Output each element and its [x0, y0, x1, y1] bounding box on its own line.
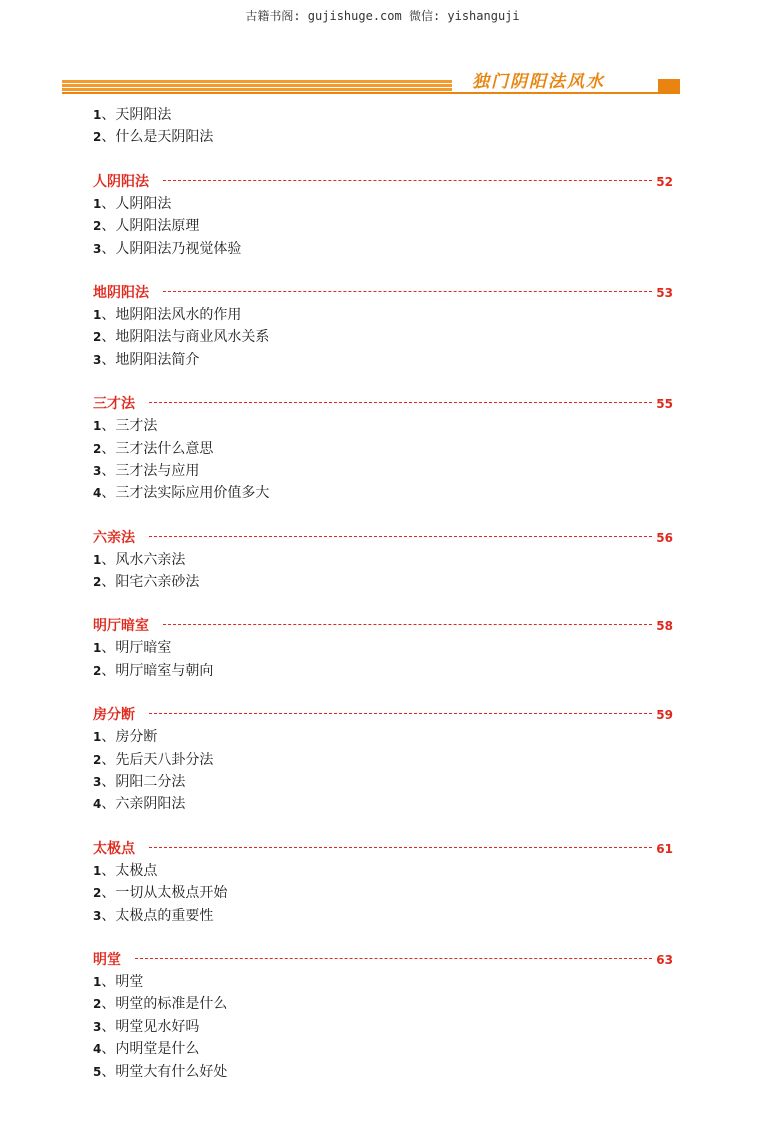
- toc-subitem: 4、内明堂是什么: [93, 1041, 200, 1058]
- item-number: 1: [93, 863, 102, 878]
- toc-subitem: 1、太极点: [93, 862, 158, 879]
- section-page-number: 61: [656, 841, 673, 856]
- dot-leader: [163, 291, 652, 292]
- section-title: 地阴阳法: [93, 284, 149, 301]
- dot-leader: [135, 958, 652, 959]
- toc-subitem: 2、三才法什么意思: [93, 440, 214, 457]
- toc-section: [93, 171, 673, 260]
- item-number: 1: [93, 307, 102, 322]
- toc-subitem: 1、地阴阳法风水的作用: [93, 306, 242, 323]
- toc-subitem: 3、三才法与应用: [93, 462, 200, 479]
- item-number: 5: [93, 1064, 102, 1079]
- section-heading[interactable]: [93, 949, 673, 971]
- section-heading[interactable]: [93, 704, 673, 726]
- item-number: 1: [93, 196, 102, 211]
- item-number: 3: [93, 241, 102, 256]
- toc-section: [93, 282, 673, 371]
- section-page-number: 58: [656, 619, 673, 634]
- section-heading[interactable]: [93, 838, 673, 860]
- dot-leader: [149, 713, 652, 714]
- banner-title: 独门阴阳法风水: [472, 72, 605, 92]
- toc-subitem: 1、风水六亲法: [93, 551, 186, 568]
- page-banner: [62, 72, 680, 94]
- section-title: 太极点: [93, 840, 135, 857]
- toc-subitem: 1、天阴阳法: [93, 107, 172, 123]
- toc-section: [93, 949, 673, 1083]
- dot-leader: [149, 536, 652, 537]
- banner-underline: [62, 92, 680, 94]
- toc-section: [93, 393, 673, 505]
- toc-subitem: 1、明堂: [93, 973, 144, 990]
- section-heading[interactable]: [93, 393, 673, 415]
- toc-subitem: 1、人阴阳法: [93, 195, 172, 212]
- toc-subitem: 2、地阴阳法与商业风水关系: [93, 329, 270, 346]
- section-page-number: 56: [656, 530, 673, 545]
- item-number: 1: [93, 419, 102, 434]
- toc-subitem: 1、房分断: [93, 729, 158, 746]
- item-number: 4: [93, 486, 102, 501]
- item-number: 2: [93, 130, 102, 145]
- toc-section: [93, 615, 673, 682]
- toc-subitem: 3、地阴阳法简介: [93, 351, 200, 368]
- item-number: 4: [93, 797, 102, 812]
- toc-subitem: 2、先后天八卦分法: [93, 751, 214, 768]
- banner-tail-block: [658, 79, 680, 92]
- section-title: 房分断: [93, 707, 135, 724]
- item-number: 3: [93, 908, 102, 923]
- toc-subitem: 2、一切从太极点开始: [93, 885, 228, 902]
- item-number: 3: [93, 352, 102, 367]
- item-number: 2: [93, 219, 102, 234]
- section-heading[interactable]: [93, 282, 673, 304]
- item-number: 2: [93, 575, 102, 590]
- toc-subitem: 2、明厅暗室与朝向: [93, 662, 214, 679]
- section-heading[interactable]: [93, 527, 673, 549]
- item-number: 1: [93, 974, 102, 989]
- toc-subitem: 2、什么是天阴阳法: [93, 129, 214, 146]
- item-number: 1: [93, 108, 102, 122]
- toc-section: [93, 838, 673, 927]
- section-title: 明厅暗室: [93, 618, 149, 635]
- toc-section: [93, 527, 673, 594]
- dot-leader: [149, 402, 652, 403]
- section-title: 人阴阳法: [93, 173, 149, 190]
- item-number: 1: [93, 730, 102, 745]
- dot-leader: [163, 624, 652, 625]
- dot-leader: [149, 847, 652, 848]
- source-watermark-line: 古籍书阁: gujishuge.com 微信: yishanguji: [245, 9, 520, 23]
- section-page-number: 52: [656, 174, 673, 189]
- toc-subitem: 3、明堂见水好吗: [93, 1018, 200, 1035]
- dot-leader: [163, 180, 652, 181]
- item-number: 2: [93, 752, 102, 767]
- toc-subitem: 1、三才法: [93, 418, 158, 435]
- toc-subitem: 3、阴阳二分法: [93, 774, 186, 791]
- section-heading[interactable]: [93, 171, 673, 193]
- item-number: 3: [93, 775, 102, 790]
- item-number: 3: [93, 1019, 102, 1034]
- toc-subitem: 5、明堂大有什么好处: [93, 1063, 228, 1080]
- toc-subitem: 2、人阴阳法原理: [93, 218, 200, 235]
- item-number: 2: [93, 997, 102, 1012]
- toc-subitem: 4、六亲阴阳法: [93, 796, 186, 813]
- item-number: 2: [93, 441, 102, 456]
- section-heading[interactable]: [93, 615, 673, 637]
- item-number: 2: [93, 663, 102, 678]
- section-title: 明堂: [93, 951, 121, 968]
- item-number: 4: [93, 1042, 102, 1057]
- toc-subitem: 4、三才法实际应用价值多大: [93, 485, 270, 502]
- item-number: 2: [93, 886, 102, 901]
- item-number: 3: [93, 463, 102, 478]
- section-title: 三才法: [93, 396, 135, 413]
- banner-stripes: [62, 80, 452, 92]
- toc-subitem: 3、太极点的重要性: [93, 907, 214, 924]
- section-page-number: 53: [656, 285, 673, 300]
- toc-subitem: 2、阳宅六亲砂法: [93, 574, 200, 591]
- section-page-number: 63: [656, 952, 673, 967]
- item-number: 1: [93, 552, 102, 567]
- toc-subitem: 3、人阴阳法乃视觉体验: [93, 240, 242, 257]
- section-page-number: 55: [656, 397, 673, 412]
- toc-subitem: 1、明厅暗室: [93, 640, 172, 657]
- toc-section: [93, 704, 673, 816]
- toc-subitem: 2、明堂的标准是什么: [93, 996, 228, 1013]
- section-page-number: 59: [656, 708, 673, 723]
- section-title: 六亲法: [93, 529, 135, 546]
- table-of-contents: [93, 104, 673, 1083]
- item-number: 1: [93, 641, 102, 656]
- item-number: 2: [93, 330, 102, 345]
